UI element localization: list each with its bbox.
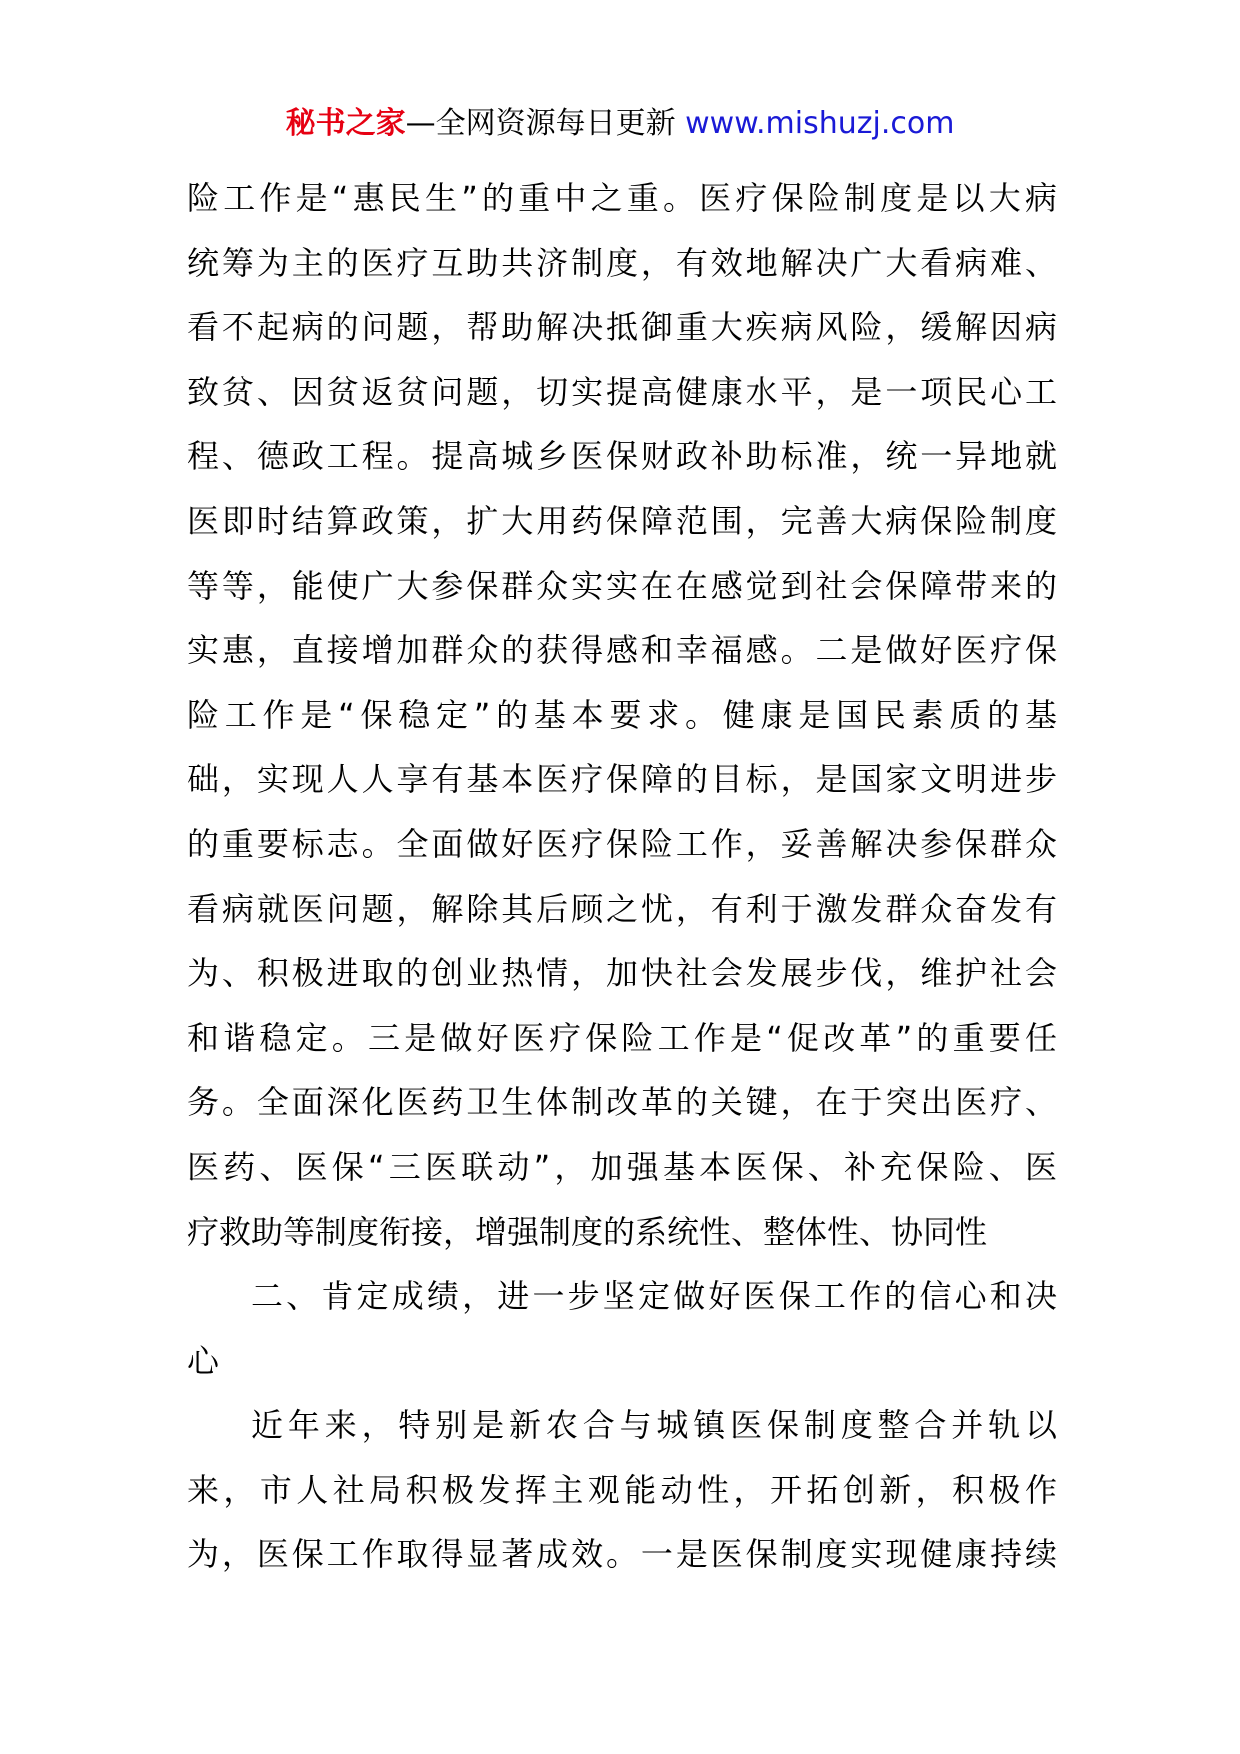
- text-line: 看不起病的问题，帮助解决抵御重大疾病风险，缓解因病: [187, 308, 1057, 347]
- text-line: 近年来，特别是新农合与城镇医保制度整合并轨以: [251, 1406, 1057, 1445]
- site-header: [0, 102, 1240, 146]
- text-line: 看病就医问题，解除其后顾之忧，有利于激发群众奋发有: [187, 889, 1057, 928]
- text-line: 来，市人社局积极发挥主观能动性，开拓创新，积极作: [187, 1470, 1057, 1509]
- text-line: 础，实现人人享有基本医疗保障的目标，是国家文明进步: [187, 760, 1057, 799]
- text-line: 和谐稳定。三是做好医疗保险工作是“促改革”的重要任: [187, 1018, 1057, 1057]
- text-line: 致贫、因贫返贫问题，切实提高健康水平，是一项民心工: [187, 372, 1057, 411]
- text-line: 为、积极进取的创业热情，加快社会发展步伐，维护社会: [187, 954, 1057, 993]
- section-heading: 二、肯定成绩，进一步坚定做好医保工作的信心和决: [251, 1277, 1057, 1316]
- brand-name: 秘书之家: [285, 106, 406, 141]
- text-line: 程、德政工程。提高城乡医保财政补助标准，统一异地就: [187, 437, 1057, 476]
- text-line: 统筹为主的医疗互助共济制度，有效地解决广大看病难、: [187, 243, 1057, 282]
- text-line: 险工作是“惠民生”的重中之重。医疗保险制度是以大病: [187, 179, 1057, 217]
- text-line: 医药、医保“三医联动”，加强基本医保、补充保险、医: [187, 1147, 1057, 1186]
- text-line: 实惠，直接增加群众的获得感和幸福感。二是做好医疗保: [187, 631, 1057, 670]
- text-line: 为，医保工作取得显著成效。一是医保制度实现健康持续: [187, 1535, 1057, 1574]
- text-line: 务。全面深化医药卫生体制改革的关键，在于突出医疗、: [187, 1083, 1057, 1122]
- site-url-link[interactable]: www.mishuzj.com: [685, 106, 955, 141]
- document-body: [187, 166, 1057, 1587]
- text-line: 医即时结算政策，扩大用药保障范围，完善大病保险制度: [187, 501, 1057, 540]
- text-line: 的重要标志。全面做好医疗保险工作，妥善解决参保群众: [187, 824, 1057, 863]
- text-line: 疗救助等制度衔接，增强制度的系统性、整体性、协同性: [187, 1212, 988, 1251]
- text-line: 险工作是“保稳定”的基本要求。健康是国民素质的基: [187, 695, 1057, 734]
- section-heading-continued: 心: [187, 1341, 220, 1380]
- text-line: 等等，能使广大参保群众实实在在感觉到社会保障带来的: [187, 566, 1057, 605]
- header-tagline: —全网资源每日更新: [405, 106, 676, 141]
